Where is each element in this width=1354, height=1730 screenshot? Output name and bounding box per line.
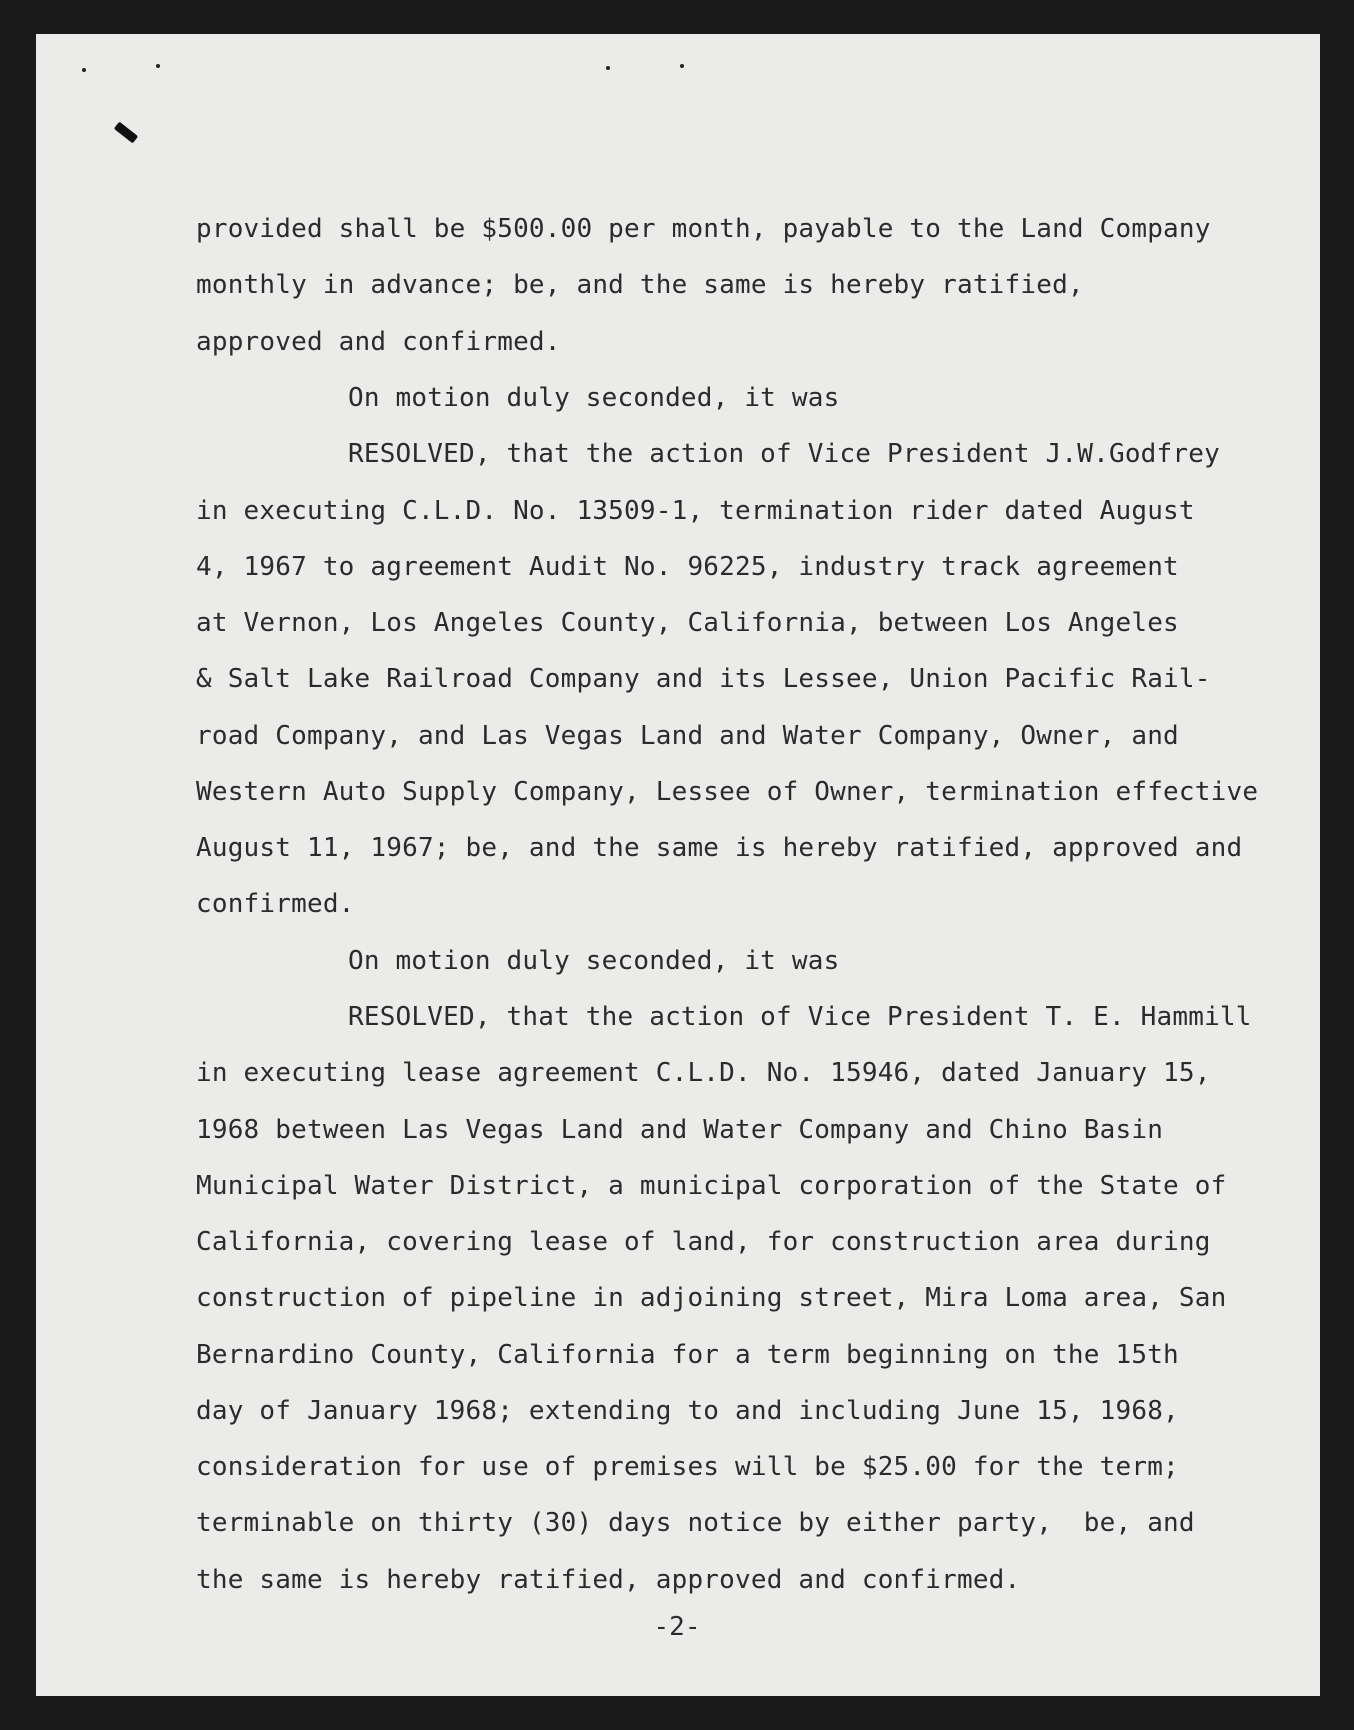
text-line: consideration for use of premises will be $25.00 for the term; [196, 1452, 1179, 1482]
punch-dot [680, 64, 684, 68]
text-line: August 11, 1967; be, and the same is hereby ratified, approved and [196, 833, 1243, 863]
text-line: monthly in advance; be, and the same is hereby ratified, [196, 270, 1084, 300]
text-line: & Salt Lake Railroad Company and its Lessee, Union Pacific Rail- [196, 664, 1211, 694]
text-line: in executing lease agreement C.L.D. No. 15946, dated January 15, [196, 1058, 1211, 1088]
text-line: the same is hereby ratified, approved and confirmed. [196, 1565, 1021, 1595]
resolution-line: RESOLVED, that the action of Vice President T. E. Hammill [348, 1002, 1252, 1032]
text-line: road Company, and Las Vegas Land and Water Company, Owner, and [196, 721, 1179, 751]
text-line: at Vernon, Los Angeles County, California, between Los Angeles [196, 608, 1179, 638]
text-line: confirmed. [196, 889, 355, 919]
page-number: -2- [653, 1612, 701, 1642]
text-line: California, covering lease of land, for construction area during [196, 1227, 1211, 1257]
text-line: construction of pipeline in adjoining street, Mira Loma area, San [196, 1283, 1227, 1313]
text-line: Bernardino County, California for a term beginning on the 15th [196, 1340, 1179, 1370]
punch-dot [82, 68, 86, 72]
text-line: provided shall be $500.00 per month, payable to the Land Company [196, 214, 1211, 244]
text-line: 4, 1967 to agreement Audit No. 96225, industry track agreement [196, 552, 1179, 582]
motion-line: On motion duly seconded, it was [348, 946, 840, 976]
text-line: in executing C.L.D. No. 13509-1, termination rider dated August [196, 496, 1195, 526]
text-line: Western Auto Supply Company, Lessee of Owner, termination effective [196, 777, 1259, 807]
punch-dot [606, 66, 610, 70]
text-line: terminable on thirty (30) days notice by either party, be, and [196, 1508, 1195, 1538]
text-line: 1968 between Las Vegas Land and Water Company and Chino Basin [196, 1115, 1164, 1145]
motion-line: On motion duly seconded, it was [348, 383, 840, 413]
text-line: day of January 1968; extending to and including June 15, 1968, [196, 1396, 1179, 1426]
text-line: approved and confirmed. [196, 327, 561, 357]
punch-dot [156, 64, 160, 68]
resolution-line: RESOLVED, that the action of Vice President J.W.Godfrey [348, 439, 1220, 469]
text-line: Municipal Water District, a municipal corporation of the State of [196, 1171, 1227, 1201]
